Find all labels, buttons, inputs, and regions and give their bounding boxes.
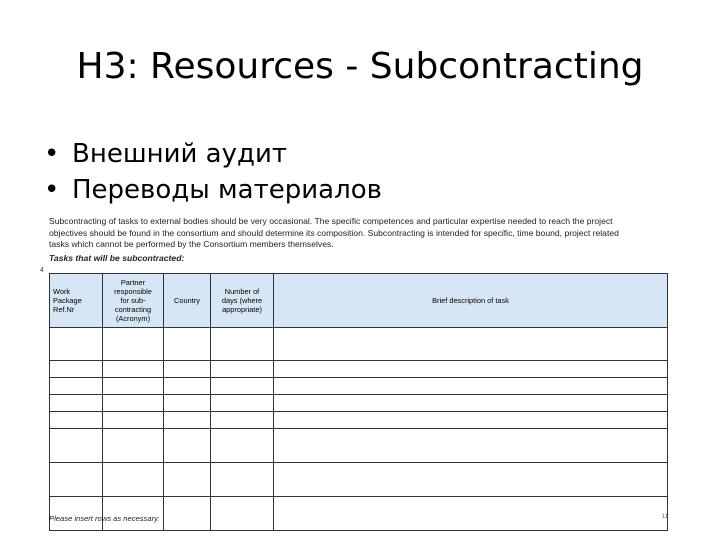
table-cell — [274, 361, 668, 378]
table-cell — [274, 429, 668, 463]
table-cell — [164, 463, 211, 497]
subcontract-table — [49, 273, 668, 531]
intro-line: objectives should be found in the consortium and should determine its composition. Subcontracting is intended for specific, time bound, project related — [49, 227, 619, 238]
table-cell — [164, 328, 211, 361]
table-body — [50, 328, 668, 531]
header-days: Number of days (where appropriate) — [211, 274, 274, 328]
table-cell — [164, 361, 211, 378]
table-cell — [274, 497, 668, 531]
header-work-package: Work Package Ref.Nr — [50, 274, 103, 328]
intro-line: Subcontracting of tasks to external bodies should be very occasional. The specific competences and particular expertise needed to reach the project — [49, 216, 613, 226]
footnote: Please insert rows as necessary. — [49, 514, 160, 523]
table-cell — [274, 412, 668, 429]
table-cell — [211, 395, 274, 412]
table-cell — [164, 497, 211, 531]
row-marker: 4 — [40, 267, 44, 274]
table-row — [50, 412, 668, 429]
table-row — [50, 328, 668, 361]
table-cell — [50, 463, 103, 497]
table-row — [50, 395, 668, 412]
table-row — [50, 378, 668, 395]
table-cell — [211, 378, 274, 395]
bullet-item: • Внешний аудит — [44, 136, 382, 172]
table-cell — [50, 395, 103, 412]
header-description: Brief description of task — [274, 274, 668, 328]
table-cell — [50, 429, 103, 463]
table-cell — [211, 429, 274, 463]
table-cell — [211, 328, 274, 361]
slide-title: H3: Resources - Subcontracting — [76, 46, 644, 87]
table-cell — [103, 463, 164, 497]
table-cell — [274, 395, 668, 412]
table-header-row — [50, 274, 668, 328]
table-cell — [103, 378, 164, 395]
table-cell — [103, 429, 164, 463]
table-cell — [274, 378, 668, 395]
table-row — [50, 429, 668, 463]
bullet-list — [44, 136, 382, 208]
table-cell — [103, 395, 164, 412]
table-cell — [211, 497, 274, 531]
table-cell — [50, 412, 103, 429]
table-cell — [211, 412, 274, 429]
table-cell — [103, 328, 164, 361]
table-cell — [211, 463, 274, 497]
table-cell — [103, 361, 164, 378]
table-cell — [274, 463, 668, 497]
embedded-document-image — [40, 212, 670, 530]
header-partner: Partner responsible for sub- contracting (Acronym) — [103, 274, 164, 328]
intro-paragraph — [49, 216, 649, 251]
table-row — [50, 463, 668, 497]
tasks-label: Tasks that will be subcontracted: — [49, 253, 185, 263]
table-cell — [164, 378, 211, 395]
table-cell — [50, 361, 103, 378]
table-cell — [50, 328, 103, 361]
bullet-item: • Переводы материалов — [44, 172, 382, 208]
table-cell — [274, 328, 668, 361]
table-cell — [103, 412, 164, 429]
table-cell — [164, 395, 211, 412]
table-cell — [50, 378, 103, 395]
page-number: 11 — [661, 514, 668, 520]
header-country: Country — [164, 274, 211, 328]
table-cell — [164, 412, 211, 429]
table-cell — [164, 429, 211, 463]
table-cell — [211, 361, 274, 378]
intro-line: tasks which cannot be performed by the Consortium members themselves. — [49, 239, 334, 250]
table-row — [50, 361, 668, 378]
